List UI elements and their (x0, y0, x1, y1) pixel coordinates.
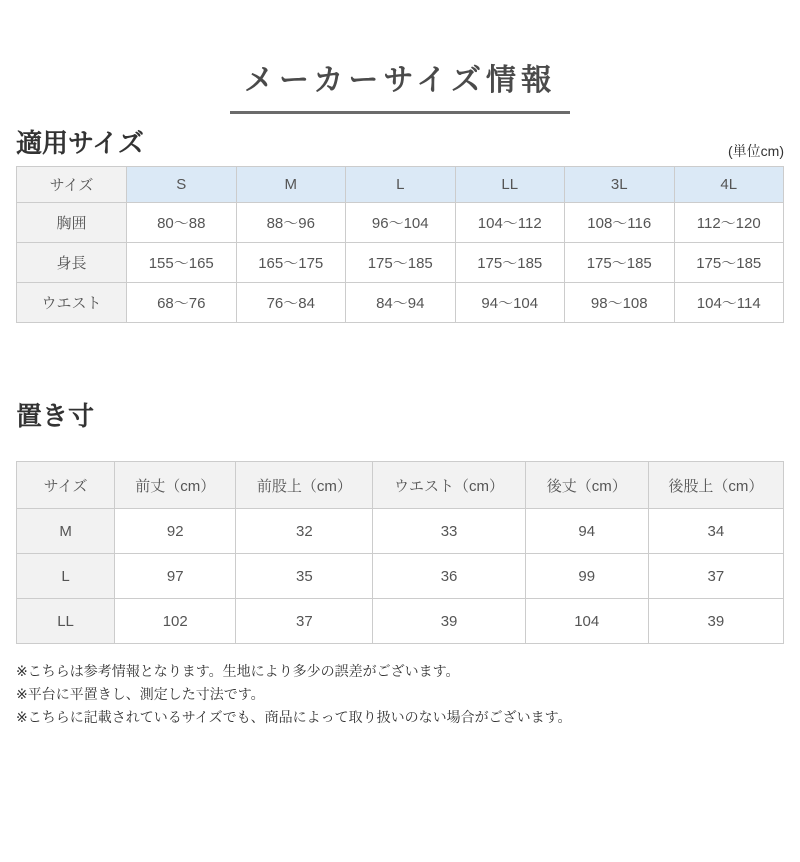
table-cell: 94〜104 (455, 283, 565, 323)
table-cell: 96〜104 (346, 203, 456, 243)
table-header-row (17, 167, 784, 203)
column-header-l: L (346, 167, 456, 203)
flat-measure-table (16, 461, 784, 644)
table-row-waist (17, 283, 784, 323)
applicable-sizes-section-head (16, 126, 784, 160)
table-cell: 33 (373, 509, 525, 554)
column-header-front-rise: 前股上（cm） (236, 462, 373, 509)
note-item: ※こちらは参考情報となります。生地により多少の誤差がございます。 (16, 663, 460, 679)
size-info-page (0, 62, 800, 729)
table-cell: 37 (236, 599, 373, 644)
title-block (16, 62, 784, 114)
table-cell: 94 (525, 509, 648, 554)
column-header-waist: ウエスト（cm） (373, 462, 525, 509)
table-row-ll (17, 599, 784, 644)
column-header-4l: 4L (674, 167, 784, 203)
table-cell: 39 (373, 599, 525, 644)
table-cell: 104〜114 (674, 283, 784, 323)
column-header-front-length: 前丈（cm） (115, 462, 236, 509)
table-cell: 104〜112 (455, 203, 565, 243)
table-cell: 92 (115, 509, 236, 554)
table-header-row (17, 462, 784, 509)
column-header-back-rise: 後股上（cm） (648, 462, 783, 509)
row-header-l: L (17, 554, 115, 599)
table-cell: 98〜108 (565, 283, 675, 323)
page-title: メーカーサイズ情報 (230, 62, 570, 114)
unit-note: (単位cm) (728, 143, 784, 159)
table-cell: 175〜185 (346, 243, 456, 283)
applicable-sizes-heading: 適用サイズ (16, 128, 144, 158)
flat-measure-section-head (16, 399, 784, 433)
column-header-back-length: 後丈（cm） (525, 462, 648, 509)
table-cell: 112〜120 (674, 203, 784, 243)
applicable-size-table (16, 166, 784, 323)
table-cell: 165〜175 (236, 243, 346, 283)
table-cell: 32 (236, 509, 373, 554)
table-cell: 175〜185 (674, 243, 784, 283)
table-cell: 76〜84 (236, 283, 346, 323)
column-header-3l: 3L (565, 167, 675, 203)
table-row-height (17, 243, 784, 283)
flat-measure-heading: 置き寸 (16, 401, 95, 431)
row-header-ll: LL (17, 599, 115, 644)
column-header-m: M (236, 167, 346, 203)
table-cell: 102 (115, 599, 236, 644)
note-item: ※平台に平置きし、測定した寸法です。 (16, 686, 265, 702)
table-cell: 37 (648, 554, 783, 599)
table-cell: 104 (525, 599, 648, 644)
row-header-waist: ウエスト (17, 283, 127, 323)
table-cell: 68〜76 (127, 283, 237, 323)
note-item: ※こちらに記載されているサイズでも、商品によって取り扱いのない場合がございます。 (16, 709, 572, 725)
table-cell: 36 (373, 554, 525, 599)
column-header-s: S (127, 167, 237, 203)
table-cell: 88〜96 (236, 203, 346, 243)
notes-list (16, 660, 784, 729)
column-header-size: サイズ (17, 462, 115, 509)
table-row-chest (17, 203, 784, 243)
table-cell: 80〜88 (127, 203, 237, 243)
table-cell: 39 (648, 599, 783, 644)
table-row-m (17, 509, 784, 554)
table-cell: 175〜185 (455, 243, 565, 283)
table-cell: 34 (648, 509, 783, 554)
table-cell: 175〜185 (565, 243, 675, 283)
table-cell: 97 (115, 554, 236, 599)
table-cell: 99 (525, 554, 648, 599)
table-cell: 84〜94 (346, 283, 456, 323)
row-header-m: M (17, 509, 115, 554)
row-header-chest: 胸囲 (17, 203, 127, 243)
row-header-height: 身長 (17, 243, 127, 283)
column-header-ll: LL (455, 167, 565, 203)
table-cell: 155〜165 (127, 243, 237, 283)
table-row-l (17, 554, 784, 599)
table-cell: 35 (236, 554, 373, 599)
column-header-size: サイズ (17, 167, 127, 203)
table-cell: 108〜116 (565, 203, 675, 243)
